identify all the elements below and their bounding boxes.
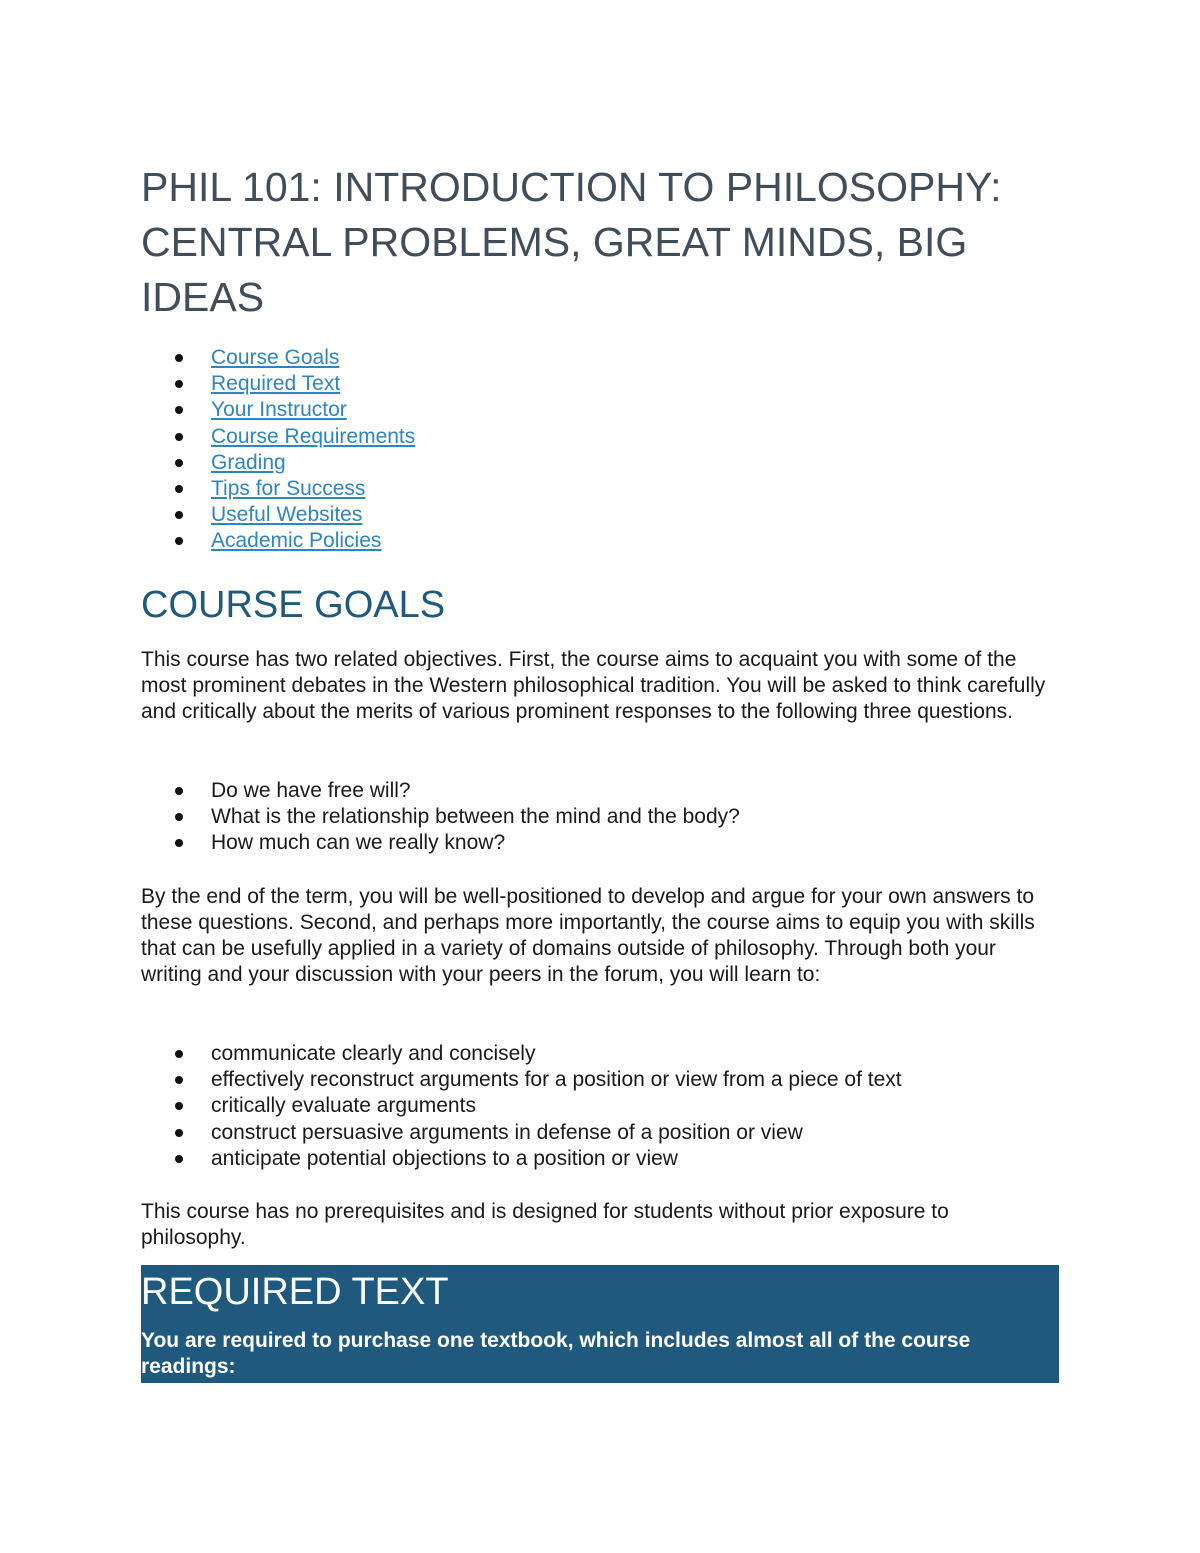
skill-text: communicate clearly and concisely: [211, 1042, 536, 1065]
required-text-banner: [141, 1265, 1059, 1383]
skill-text: construct persuasive arguments in defense of a position or view: [211, 1120, 803, 1144]
bullet-icon: [175, 511, 183, 519]
bullet-icon: [175, 813, 183, 821]
toc-link-tips-for-success[interactable]: Tips for Success: [211, 476, 366, 500]
toc-link-grading[interactable]: Grading: [211, 450, 286, 474]
question-text: How much can we really know?: [211, 831, 506, 855]
skill-text: anticipate potential objections to a position or view: [211, 1146, 678, 1170]
toc-link-your-instructor[interactable]: Your Instructor: [211, 398, 347, 422]
bullet-icon: [175, 1155, 183, 1163]
bullet-icon: [175, 380, 183, 388]
list-item: [141, 778, 740, 804]
document-title: PHIL 101: INTRODUCTION TO PHILOSOPHY: CENTRAL PROBLEMS, GREAT MINDS, BIG IDEAS: [141, 164, 1002, 320]
course-goals-middle: By the end of the term, you will be well-positioned to develop and argue for your own answers to these questions. Second, and perhaps more importantly, the course aims to equip you with skills that can be usefully applied in a variety of domains outside of philosophy. Through both your writing and your discussion with your peers in the forum, you will learn to:: [141, 885, 1035, 986]
question-text: Do we have free will?: [211, 779, 411, 802]
list-item: [141, 830, 740, 856]
list-item: [141, 1120, 902, 1146]
course-goals-intro: This course has two related objectives. First, the course aims to acquaint you with some of the most prominent debates in the Western philosophical tradition. You will be asked to think carefully and critically about the merits of various prominent responses to the following three questions.: [141, 648, 1046, 723]
toc-item: [141, 371, 415, 397]
required-text-heading: REQUIRED TEXT: [141, 1271, 449, 1313]
bullet-icon: [175, 839, 183, 847]
bullet-icon: [175, 1102, 183, 1110]
question-text: What is the relationship between the mind and the body?: [211, 805, 740, 829]
bullet-icon: [175, 787, 183, 795]
bullet-icon: [175, 1050, 183, 1058]
skill-text: effectively reconstruct arguments for a position or view from a piece of text: [211, 1068, 902, 1092]
bullet-icon: [175, 1129, 183, 1137]
bullet-icon: [175, 406, 183, 414]
list-item: [141, 1146, 902, 1172]
toc-item: [141, 450, 415, 476]
required-text-subheading: You are required to purchase one textbook, which includes almost all of the course readings:: [141, 1329, 971, 1378]
questions-list: [141, 778, 740, 857]
list-item: [141, 1041, 902, 1067]
skills-list: [141, 1041, 902, 1172]
toc-link-course-goals[interactable]: Course Goals: [211, 346, 340, 369]
toc-link-academic-policies[interactable]: Academic Policies: [211, 529, 382, 553]
toc-link-required-text[interactable]: Required Text: [211, 372, 341, 396]
table-of-contents: [141, 345, 415, 555]
bullet-icon: [175, 459, 183, 467]
toc-item: [141, 424, 415, 450]
toc-item: [141, 397, 415, 423]
bullet-icon: [175, 433, 183, 441]
bullet-icon: [175, 537, 183, 545]
toc-link-useful-websites[interactable]: Useful Websites: [211, 503, 363, 527]
toc-item: [141, 528, 415, 554]
course-goals-closing: This course has no prerequisites and is designed for students without prior exposure to philosophy.: [141, 1200, 949, 1249]
bullet-icon: [175, 1076, 183, 1084]
bullet-icon: [175, 354, 183, 362]
toc-item: [141, 476, 415, 502]
toc-item: [141, 502, 415, 528]
list-item: [141, 804, 740, 830]
toc-item: [141, 345, 415, 371]
bullet-icon: [175, 485, 183, 493]
skill-text: critically evaluate arguments: [211, 1094, 476, 1118]
list-item: [141, 1067, 902, 1093]
list-item: [141, 1093, 902, 1119]
course-goals-heading: COURSE GOALS: [141, 584, 446, 626]
toc-link-course-requirements[interactable]: Course Requirements: [211, 424, 416, 448]
